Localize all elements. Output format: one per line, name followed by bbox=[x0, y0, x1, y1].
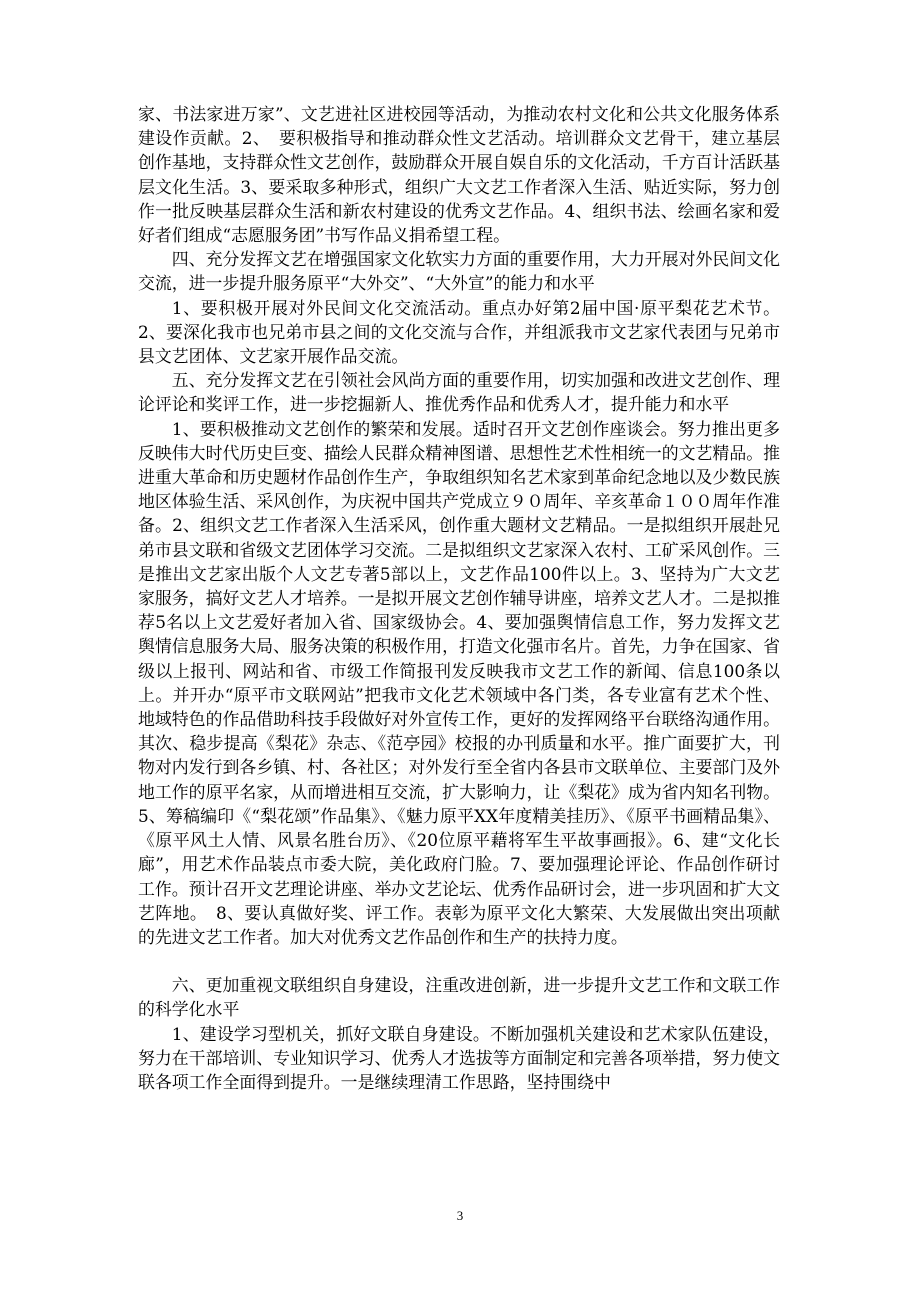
paragraph-activities-continued: 家、书法家进万家”、文艺进社区进校园等活动，为推动农村文化和公共文化服务体系建设作贡献。2、 要积极指导和推动群众性文艺活动。培训群众文艺骨干，建立基层创作基地，支持群众性文艺创作，鼓励群众开展自娱自乐的文化活动，千方百计活跃基层文化生活。3、要采取多种形式，组织广大文艺工作者深入生活、贴近实际，努力创作一批反映基层群众生活和新农村建设的优秀文艺作品。4、组织书法、绘画名家和爱好者们组成“志愿服务团”书写作品义捐希望工程。 bbox=[138, 104, 780, 246]
paragraph-arts-creation: 1、要积极推动文艺创作的繁荣和发展。适时召开文艺创作座谈会。努力推出更多反映伟大时代历史巨变、描绘人民群众精神图谱、思想性艺术性相统一的文艺精品。推进重大革命和历史题材作品创作生产，争取组织知名艺术家到革命纪念地以及少数民族地区体验生活、采风创作，为庆祝中国共产党成立９０周年、辛亥革命１００周年作准备。2、组织文艺工作者深入生活采风，创作重大题材文艺精品。一是拟组织开展赴兄弟市县文联和省级文艺团体学习交流。二是拟组织文艺家深入农村、工矿采风创作。三是推出文艺家出版个人文艺专著5部以上，文艺作品100件以上。3、坚持为广大文艺家服务，搞好文艺人才培养。一是拟开展文艺创作辅导讲座，培养文艺人才。二是拟推荐5名以上文艺爱好者加入省、国家级协会。4、要加强舆情信息工作，努力发挥文艺舆情信息服务大局、服务决策的积极作用，打造文化强市名片。首先，力争在国家、省级以上报刊、网站和省、市级工作简报刊发反映我市文艺工作的新闻、信息100条以上。并开办“原平市文联网站”把我市文化艺术领域中各门类，各专业富有艺术个性、地域特色的作品借助科技手段做好对外宣传工作，更好的发挥网络平台联络沟通作用。其次、稳步提高《梨花》杂志、《范亭园》校报的办刊质量和水平。推广面要扩大，刊物对内发行到各乡镇、村、各社区；对外发行至全省内各县市文联单位、主要部门及外地工作的原平名家，从而增进相互交流，扩大影响力，让《梨花》成为省内知名刊物。5、筹稿编印《“梨花颂”作品集》、《魅力原平XX年度精美挂历》、《原平书画精品集》、《原平风土人情、风景名胜台历》、《20位原平藉将军生平故事画报》。6、建“文化长廊”，用艺术作品装点市委大院，美化政府门脸。7、要加强理论评论、作品创作研讨工作。预计召开文艺理论讲座、举办文艺论坛、优秀作品研讨会，进一步巩固和扩大文艺阵地。 8、要认真做好奖、评工作。表彰为原平文化大繁荣、大发展做出突出项献的先进文艺工作者。加大对优秀文艺作品创作和生产的扶持力度。 bbox=[138, 418, 780, 947]
page-body bbox=[138, 102, 780, 1094]
paragraph-learning-organization: 1、建设学习型机关，抓好文联自身建设。不断加强机关建设和艺术家队伍建设，努力在干部培训、专业知识学习、优秀人才选拔等方面制定和完善各项举措，努力使文联各项工作全面得到提升。一是继续理清工作思路，坚持围绕中 bbox=[138, 1023, 780, 1092]
page-number: 3 bbox=[456, 1208, 464, 1223]
heading-section-six: 六、更加重视文联组织自身建设，注重改进创新，进一步提升文艺工作和文联工作的科学化水平 bbox=[138, 975, 780, 1020]
heading-section-five: 五、充分发挥文艺在引领社会风尚方面的重要作用，切实加强和改进文艺创作、理论评论和奖评工作，进一步挖掘新人、推优秀作品和优秀人才，提升能力和水平 bbox=[138, 370, 780, 415]
paragraph-spacer bbox=[138, 949, 780, 973]
heading-section-four: 四、充分发挥文艺在增强国家文化软实力方面的重要作用，大力开展对外民间文化交流，进一步提升服务原平“大外交”、“大外宣”的能力和水平 bbox=[138, 249, 780, 294]
paragraph-cultural-exchange: 1、要积极开展对外民间文化交流活动。重点办好第2届中国·原平梨花艺术节。2、要深化我市也兄弟市县之间的文化交流与合作，并组派我市文艺家代表团与兄弟市县文艺团体、文艺家开展作品交流。 bbox=[138, 297, 780, 367]
